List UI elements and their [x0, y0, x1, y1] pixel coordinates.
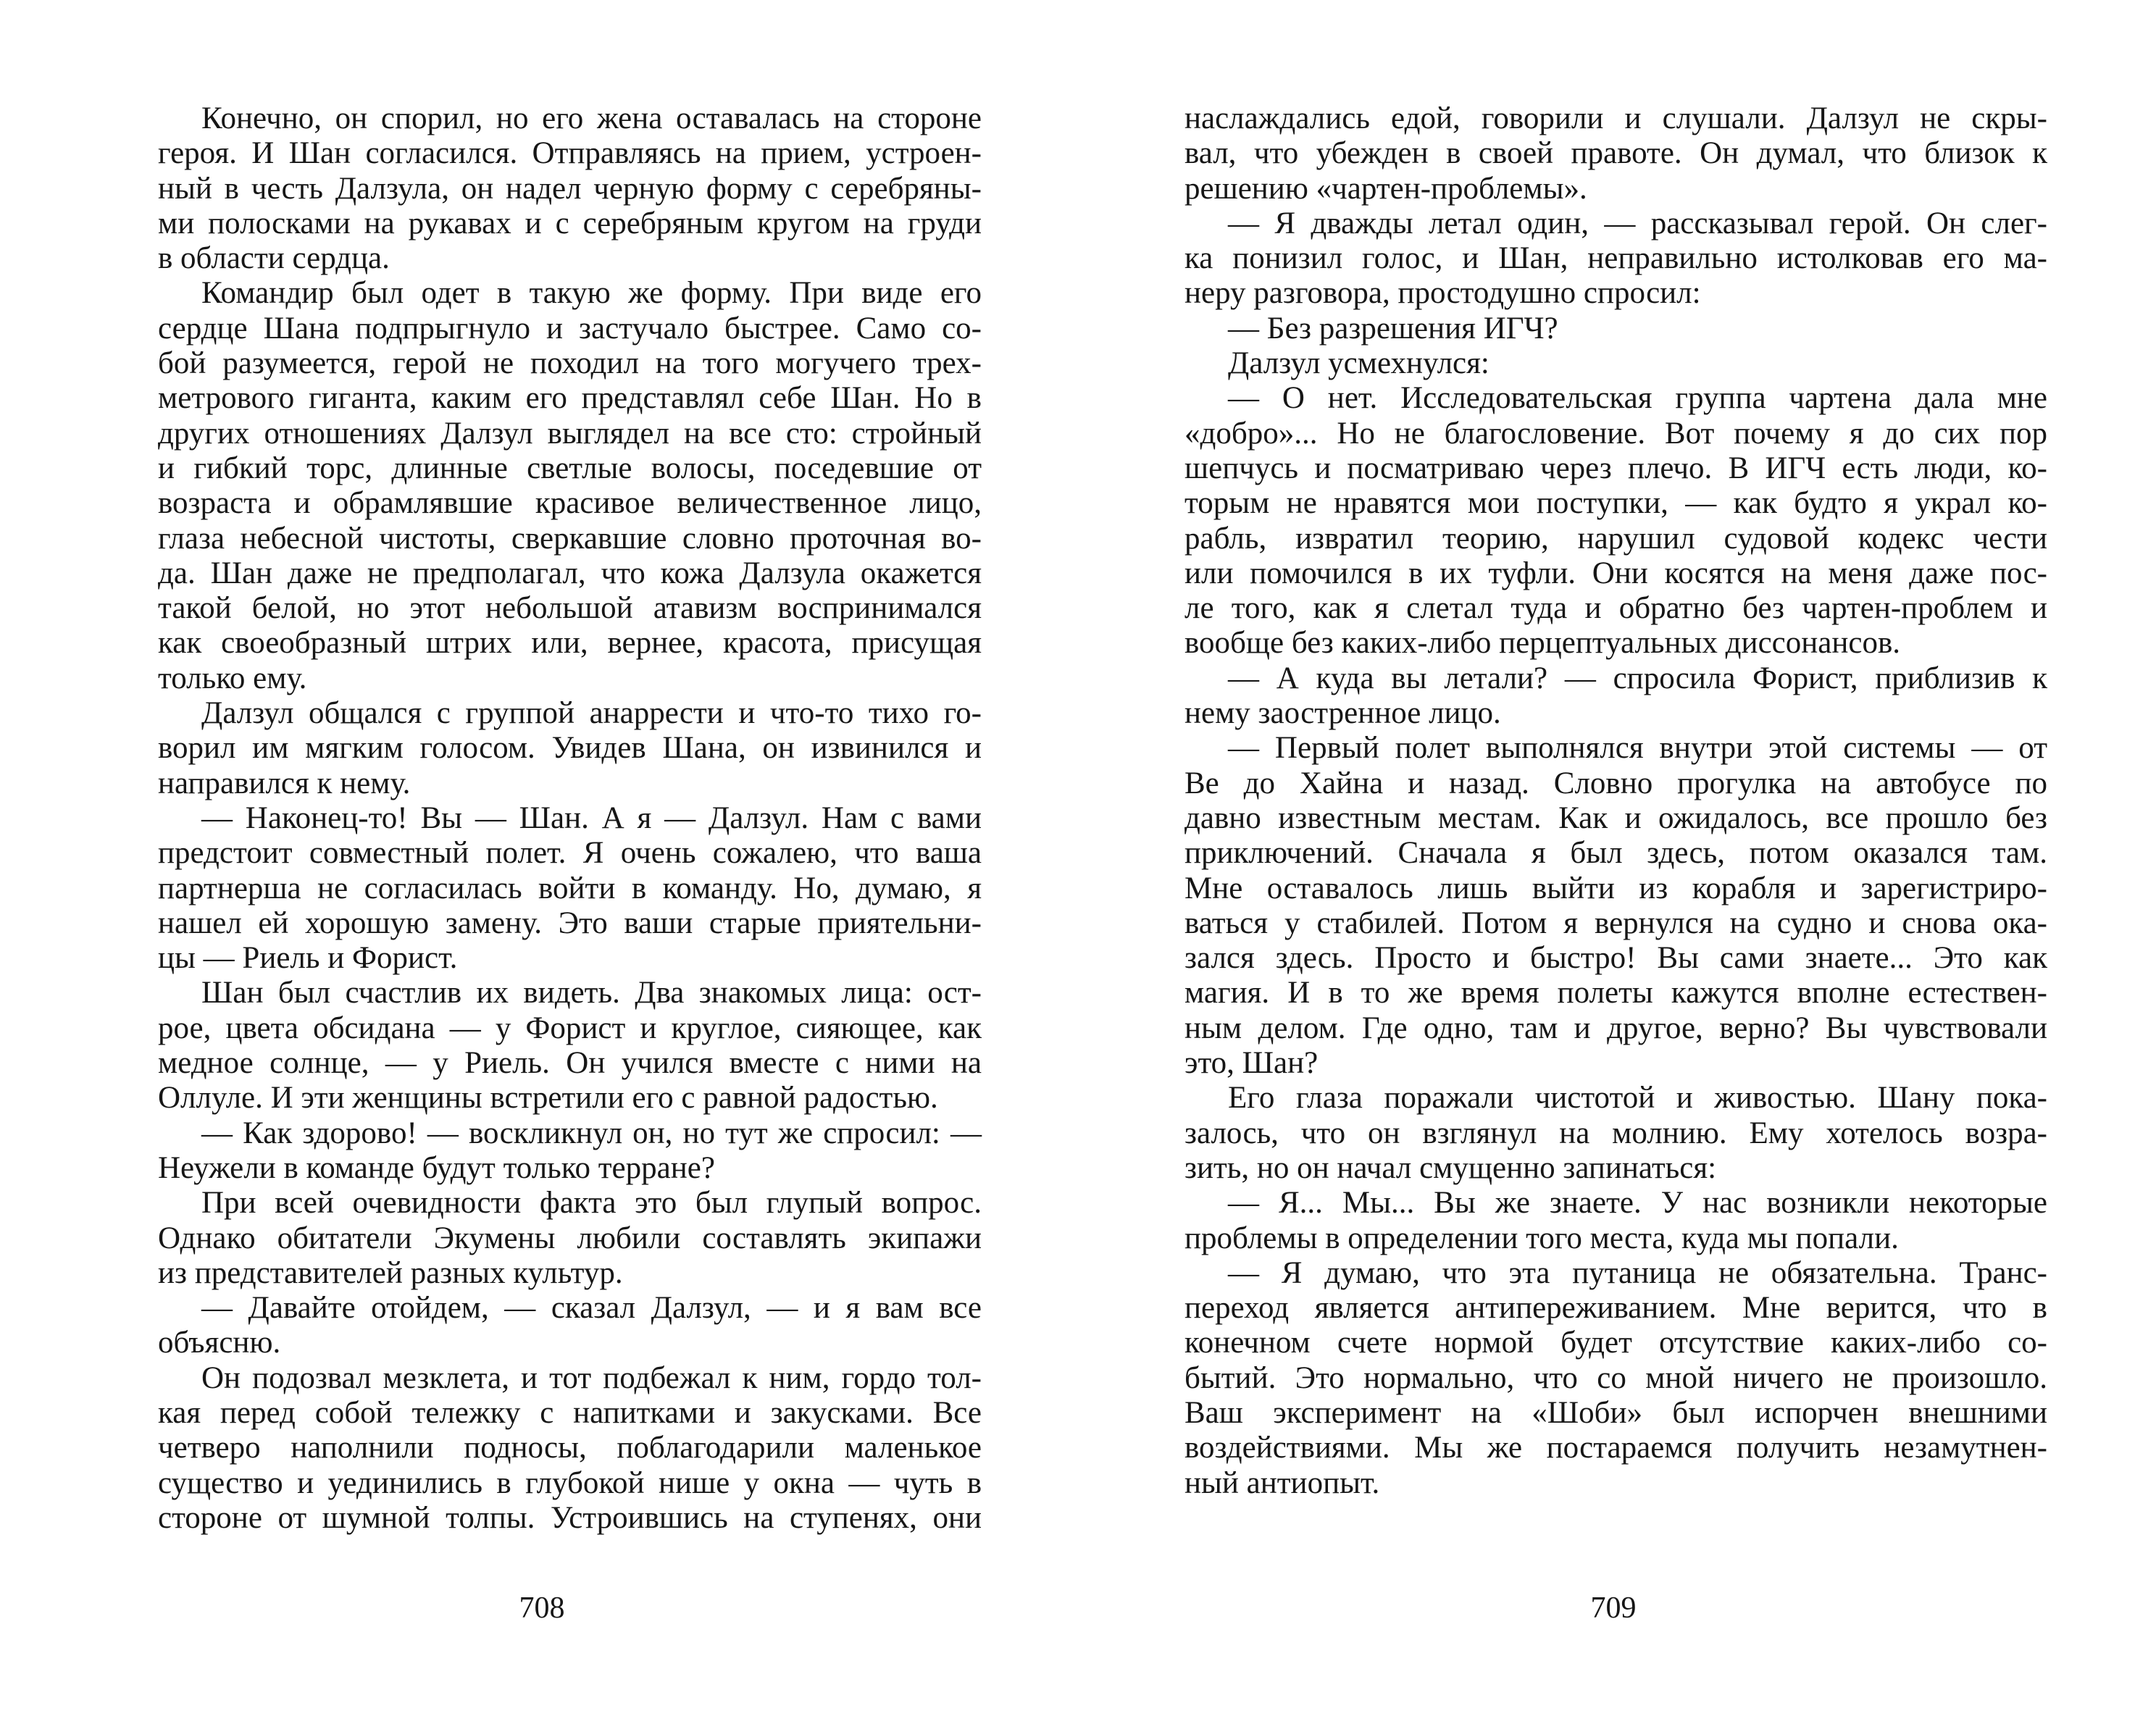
text-line: бой разумеется, герой не походил на того могучего трех-: [158, 346, 982, 381]
right-page-text: [1184, 101, 2047, 1501]
paragraph: [1184, 311, 2047, 346]
text-line: нему заостренное лицо.: [1184, 696, 1501, 731]
text-line: да. Шан даже не предполагал, что кожа Далзула окажется: [158, 556, 982, 590]
text-line: — Я... Мы... Вы же знаете. У нас возникли некоторые: [1228, 1186, 2047, 1221]
text-line: — Я дважды летал один, — рассказывал герой. Он слег-: [1228, 206, 2047, 240]
paragraph: [158, 276, 982, 696]
text-line: или помочился в их туфли. Они косятся на меня даже пос-: [1184, 556, 2047, 590]
paragraph: [1184, 101, 2047, 206]
text-line: рое, цвета обсидана — у Форист и круглое, сияющее, как: [158, 1011, 982, 1045]
text-line: ворил им мягким голосом. Увидев Шана, он извинился и: [158, 731, 982, 766]
text-line: — Давайте отойдем, — сказал Далзул, — и я вам все: [201, 1291, 982, 1326]
text-line: воздействиями. Мы же постараемся получить незамутнен-: [1184, 1431, 2047, 1465]
text-line: только ему.: [158, 661, 307, 695]
text-line: ле того, как я слетал туда и обратно без чартен-проблем и: [1184, 591, 2047, 626]
text-line: проблемы в определении того места, куда мы попали.: [1184, 1221, 1899, 1255]
paragraph: [1184, 1081, 2047, 1186]
text-line: Ваш эксперимент на «Шоби» был испорчен внешними: [1184, 1395, 2047, 1430]
text-line: рабль, извратил теорию, нарушил судовой кодекс чести: [1184, 521, 2047, 556]
text-line: такой белой, но этот небольшой атавизм воспринимался: [158, 591, 982, 626]
text-line: Оллуле. И эти женщины встретили его с равной радостью.: [158, 1081, 938, 1116]
text-line: возраста и обрамлявшие красивое величественное лицо,: [158, 486, 982, 521]
text-line: из представителей разных культур.: [158, 1255, 623, 1290]
paragraph: [1184, 731, 2047, 1081]
text-line: — Без разрешения ИГЧ?: [1228, 311, 1558, 346]
text-line: переход является антипереживанием. Мне верится, что в: [1184, 1291, 2047, 1326]
text-line: существо и уединились в глубокой нише у окна — чуть в: [158, 1465, 982, 1500]
paragraph: [158, 1186, 982, 1291]
text-line: Шан был счастлив их видеть. Два знакомых лица: ост-: [201, 976, 982, 1011]
text-line: сердце Шана подпрыгнуло и застучало быстрее. Само со-: [158, 311, 982, 346]
text-line: цы — Риель и Форист.: [158, 941, 458, 976]
text-line: вообще без каких-либо перцептуальных диссонансов.: [1184, 626, 1900, 661]
text-line: ми полосками на рукавах и с серебряным кругом на груди: [158, 206, 982, 240]
text-line: глаза небесной чистоты, сверкавшие словно проточная во-: [158, 521, 982, 556]
text-line: метрового гиганта, каким его представлял себе Шан. Но в: [158, 381, 982, 416]
paragraph: [1184, 661, 2047, 732]
text-line: стороне от шумной толпы. Устроившись на ступенях, они: [158, 1500, 982, 1535]
text-line: неру разговора, простодушно спросил:: [1184, 276, 1701, 311]
paragraph: [1184, 1256, 2047, 1501]
text-line: наслаждались едой, говорили и слушали. Далзул не скры-: [1184, 101, 2047, 135]
paragraph: [158, 801, 982, 976]
text-line: Далзул общался с группой анаррести и что-то тихо го-: [201, 696, 982, 731]
text-line: кая перед собой тележку с напитками и закусками. Все: [158, 1395, 982, 1430]
page-number-left: 708: [519, 1591, 565, 1625]
text-line: других отношениях Далзул выглядел на все сто: стройный: [158, 416, 982, 451]
text-line: зить, но он начал смущенно запинаться:: [1184, 1150, 1717, 1185]
text-line: торым не нравятся мои поступки, — как будто я украл ко-: [1184, 486, 2047, 521]
text-line: Однако обитатели Экумены любили составлять экипажи: [158, 1221, 982, 1255]
text-line: Далзул усмехнулся:: [1228, 346, 1489, 381]
text-line: шепчусь и посматриваю через плечо. В ИГЧ есть люди, ко-: [1184, 451, 2047, 485]
text-line: вал, что убежден в своей правоте. Он думал, что близок к: [1184, 136, 2047, 171]
text-line: — О нет. Исследовательская группа чартена дала мне: [1228, 381, 2047, 416]
text-line: ный антиопыт.: [1184, 1465, 1380, 1500]
text-line: Он подозвал мезклета, и тот подбежал к ним, гордо тол-: [201, 1360, 982, 1395]
text-line: ным делом. Где одно, там и другое, верно? Вы чувствовали: [1184, 1011, 2047, 1045]
text-line: Командир был одет в такую же форму. При виде его: [201, 276, 982, 311]
paragraph: [1184, 1186, 2047, 1256]
text-line: «добро»... Но не благословение. Вот почему я до сих пор: [1184, 416, 2047, 451]
text-line: нашел ей хорошую замену. Это ваши старые приятельни-: [158, 905, 982, 940]
text-line: в области сердца.: [158, 241, 390, 276]
paragraph: [158, 1361, 982, 1536]
text-line: партнерша не согласилась войти в команду. Но, думаю, я: [158, 871, 982, 905]
paragraph: [158, 1291, 982, 1361]
paragraph: [1184, 206, 2047, 311]
text-line: — Как здорово! — воскликнул он, но тут же спросил: —: [201, 1116, 982, 1150]
text-line: — Первый полет выполнялся внутри этой системы — от: [1228, 731, 2047, 766]
text-line: Ве до Хайна и назад. Словно прогулка на автобусе по: [1184, 766, 2047, 800]
text-line: направился к нему.: [158, 766, 411, 800]
text-line: — Наконец-то! Вы — Шан. А я — Далзул. Нам с вами: [201, 800, 982, 835]
paragraph: [158, 101, 982, 276]
text-line: Его глаза поражали чистотой и живостью. Шану пока-: [1228, 1081, 2047, 1116]
text-line: приключений. Сначала я был здесь, потом оказался там.: [1184, 836, 2047, 871]
text-line: При всей очевидности факта это был глупый вопрос.: [201, 1186, 982, 1221]
text-line: залось, что он взглянул на молнию. Ему хотелось возра-: [1184, 1116, 2047, 1150]
paragraph: [158, 1116, 982, 1187]
text-line: Неужели в команде будут только терране?: [158, 1150, 715, 1185]
text-line: ваться у стабилей. Потом я вернулся на судно и снова ока-: [1184, 905, 2047, 940]
text-line: и гибкий торс, длинные светлые волосы, поседевшие от: [158, 451, 982, 485]
text-line: предстоит совместный полет. Я очень сожалею, что ваша: [158, 836, 982, 871]
text-line: магия. И в то же время полеты кажутся вполне естествен-: [1184, 976, 2047, 1011]
left-page-text: [158, 101, 982, 1536]
text-line: ка понизил голос, и Шан, неправильно истолковав его ма-: [1184, 241, 2047, 276]
text-line: объясню.: [158, 1326, 281, 1360]
paragraph: [158, 696, 982, 801]
text-line: это, Шан?: [1184, 1046, 1319, 1081]
text-line: как своеобразный штрих или, вернее, красота, присущая: [158, 626, 982, 661]
text-line: зался здесь. Просто и быстро! Вы сами знаете... Это как: [1184, 941, 2047, 976]
paragraph: [1184, 381, 2047, 661]
paragraph: [1184, 346, 2047, 381]
text-line: медное солнце, — у Риель. Он учился вместе с ними на: [158, 1046, 982, 1081]
text-line: Конечно, он спорил, но его жена оставалась на стороне: [201, 101, 982, 135]
text-line: четверо наполнили подносы, поблагодарили маленькое: [158, 1431, 982, 1465]
text-line: ный в честь Далзула, он надел черную форму с серебряны-: [158, 171, 982, 206]
text-line: решению «чартен-проблемы».: [1184, 171, 1587, 206]
paragraph: [158, 976, 982, 1116]
text-line: героя. И Шан согласился. Отправляясь на прием, устроен-: [158, 136, 982, 171]
text-line: — Я думаю, что эта путаница не обязательна. Транс-: [1228, 1255, 2047, 1290]
text-line: конечном счете нормой будет отсутствие каких-либо со-: [1184, 1326, 2047, 1360]
text-line: бытий. Это нормально, что со мной ничего не произошло.: [1184, 1360, 2047, 1395]
text-line: давно известным местам. Как и ожидалось, все прошло без: [1184, 800, 2047, 835]
text-line: — А куда вы летали? — спросила Форист, приблизив к: [1228, 661, 2047, 695]
text-line: Мне оставалось лишь выйти из корабля и зарегистриро-: [1184, 871, 2047, 905]
page-number-right: 709: [1590, 1591, 1637, 1625]
